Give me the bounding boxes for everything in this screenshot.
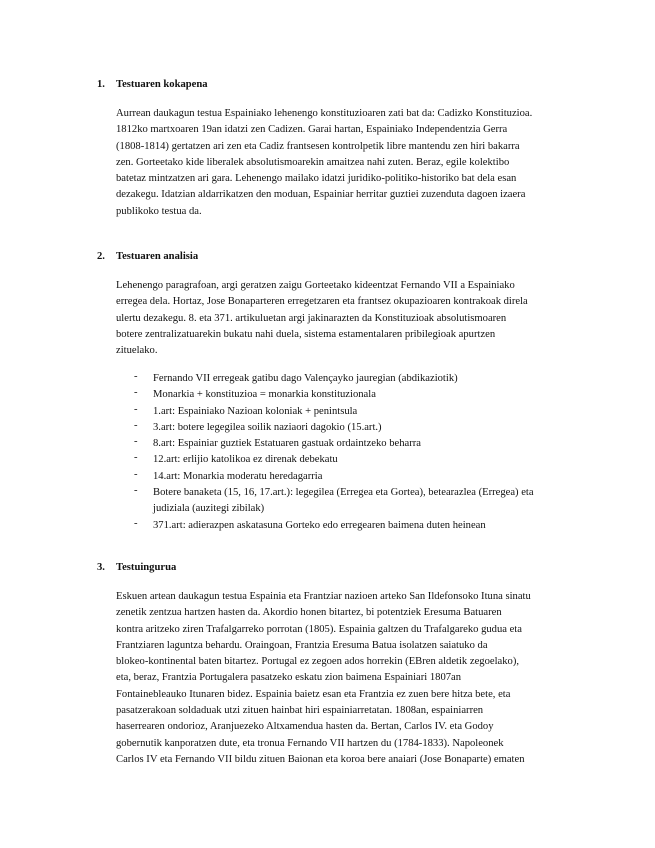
section-2-paragraph	[116, 278, 586, 359]
paragraph-line: Eskuen artean daukagun testua Espainia eta Frantziar nazioen arteko San Ildefonsoko Ituna sinatu	[116, 591, 531, 602]
list-dash-icon: -	[134, 436, 138, 448]
paragraph-line: Frantziaren laguntza behardu. Oraingoan, Frantzia Eresuma Batua isolatzen saiatuko da	[116, 639, 488, 651]
list-dash-icon: -	[134, 371, 138, 382]
section-1-paragraph	[116, 106, 586, 220]
list-item: - Botere banaketa (15, 16, 17.art.): legegilea (Erregea eta Gortea), betearazlea (Erregea) eta judiziala (auzitegi zibilak)	[134, 485, 534, 515]
paragraph-line: botere zentralizatuarekin bukatu nahi duela, sistema estamentalaren pribilegioak apurtzen	[116, 328, 496, 340]
paragraph-line: zenetik zentzua hartzen hasten da. Akordio honen bitartez, bi potentziek Eresuma Batuaren	[116, 607, 502, 619]
paragraph-line: kontra aritzeko ziren Trafalgarreko porrotan (1805). Espainia galtzen du Trafalgareko gudua eta	[116, 623, 522, 635]
section-2-number: 2.	[97, 251, 105, 262]
paragraph-line: pasatzerakoan soldaduak utzi zituen hainbat hiri espainiarretatan. 1808an, espainiarren	[116, 705, 484, 717]
section-3-title: Testuingurua	[116, 562, 177, 573]
list-item: - 3.art: botere legegilea soilik naziaori dagokio (15.art.)	[134, 419, 382, 433]
list-item: - 371.art: adierazpen askatasuna Gorteko edo erregearen baimena duten heinean	[134, 517, 486, 531]
section-1-heading	[97, 78, 208, 92]
list-item: - 14.art: Monarkia moderatu heredagarria	[134, 468, 323, 482]
paragraph-line: batetaz mintzatzen ari gara. Lehenengo mailako idatzi juridiko-politiko-historiko bat dela esan	[116, 173, 517, 185]
list-item: - 8.art: Espainiar guztiek Estatuaren gastuak ordaintzeko beharra	[134, 436, 421, 450]
paragraph-line: zen. Gorteetako kide liberalek absolutismoarekin amaitzea nahi zuten. Beraz, egile kolektibo	[116, 156, 510, 168]
analysis-bullet-list	[134, 371, 586, 534]
list-dash-icon: -	[134, 403, 138, 415]
section-3-heading	[97, 561, 176, 575]
list-item: - Fernando VII erregeak gatibu dago Valençayko jauregian (abdikaziotik)	[134, 371, 458, 384]
paragraph-line: Lehenengo paragrafoan, argi geratzen zaigu Gorteetako kideentzat Fernando VII a Espainiako	[116, 280, 515, 291]
list-dash-icon: -	[134, 485, 138, 497]
paragraph-line: Aurrean daukagun testua Espainiako lehenengo konstituzioaren zati bat da: Cadizko Konstituzioa.	[116, 108, 533, 119]
list-dash-icon: -	[134, 452, 138, 464]
paragraph-line: dezakegu. Idatzian aldarrikatzen den moduan, Espainiar herritar guztiei zuzenduta dagoen izaera	[116, 189, 526, 201]
list-dash-icon: -	[134, 517, 138, 529]
paragraph-line: zituelako.	[116, 345, 158, 357]
list-item: - 12.art: erlijio katolikoa ez direnak debekatu	[134, 452, 338, 466]
paragraph-line: erregea dela. Hortaz, Jose Bonaparteren erregetzaren eta frantsez okupazioaren kontrakoak direla	[116, 296, 528, 308]
paragraph-line: (1808-1814) gertatzen ari zen eta Cadiz frantsesen kontrolpetik libre mantendu zen hiri bakarra	[116, 140, 520, 152]
section-3-number: 3.	[97, 562, 105, 573]
section-2-title: Testuaren analisia	[116, 251, 199, 262]
list-dash-icon: -	[134, 387, 138, 399]
list-item: - Monarkia + konstituzioa = monarkia konstituzionala	[134, 387, 376, 401]
list-dash-icon: -	[134, 419, 138, 431]
paragraph-line: haserrearen ondorioz, Aranjuezeko Altxamendua hasten da. Bertan, Carlos IV. eta Godoy	[116, 721, 494, 733]
list-item: - 1.art: Espainiako Nazioan koloniak + penintsula	[134, 403, 358, 417]
paragraph-line: gobernutik kanporatzen dute, eta tronua Fernando VII hartzen du (1784-1833). Napoleonek	[116, 737, 504, 749]
section-1-title: Testuaren kokapena	[116, 79, 208, 90]
paragraph-line: 1812ko martxoaren 19an idatzi zen Cadizen. Garai hartan, Espainiako Independentzia Gerra	[116, 124, 508, 136]
paragraph-line: blokeo-kontinental baten bitartez. Portugal ez zegoen ados horrekin (EBren aldetik zegoelako),	[116, 656, 519, 668]
paragraph-line: ulertu dezakegu. 8. eta 371. artikuluetan argi jakinarazten da Konstituzioak absolutismoaren	[116, 312, 507, 324]
section-2-heading	[97, 250, 198, 264]
paragraph-line: publikoko testua da.	[116, 205, 202, 217]
paragraph-line: eta, beraz, Frantzia Portugalera pasatzeko eskatu zion baimena Espainiari 1807an	[116, 672, 462, 684]
list-dash-icon: -	[134, 468, 138, 480]
section-3-paragraph	[116, 589, 586, 768]
paragraph-line: Carlos IV eta Fernando VII bildu zituen Baionan eta koroa bere anaiari (Jose Bonaparte) ematen	[116, 753, 525, 765]
paragraph-line: Fontainebleauko Itunaren bidez. Espainia baietz esan eta Frantzia ez zuen bere hitza bete, eta	[116, 688, 511, 700]
section-1-number: 1.	[97, 79, 105, 90]
